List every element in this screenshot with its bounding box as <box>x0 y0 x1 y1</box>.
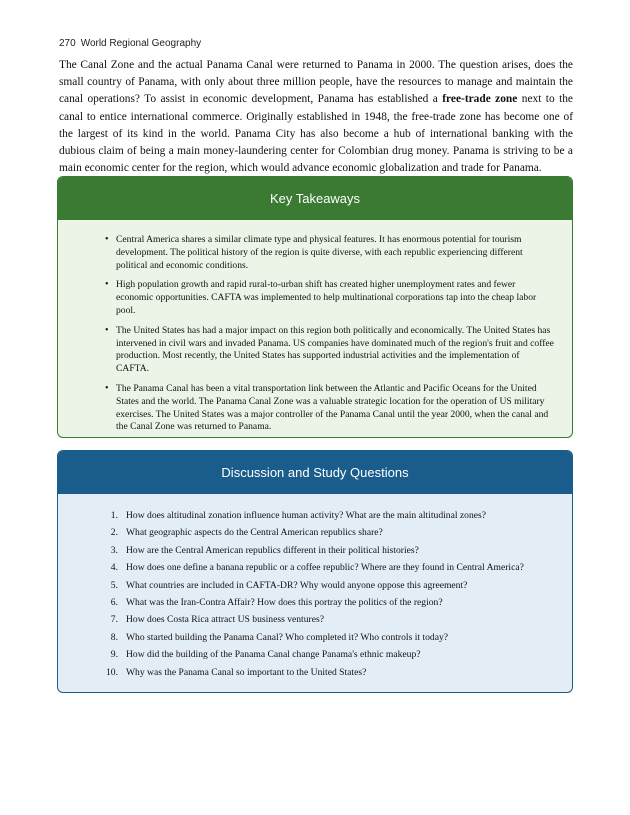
question-text: How does Costa Rica attract US business ventures? <box>126 614 324 626</box>
discussion-questions-box <box>57 450 573 693</box>
intro-text-start: The Canal Zone and the actual Panama Canal were returned to Panama in 2000. The question arises, does the small country of Panama, with only about three million people, have the resources to manage and maintain the canal operations? To assist in economic development, Panama has established a <box>59 59 573 106</box>
question-number: 4. <box>110 562 118 574</box>
takeaway-item: • The Panama Canal has been a vital transportation link between the Atlantic and Pacific Oceans for the United States and the world. The Panama Canal Zone was a valuable strategic location for the operation of US military exercises. The United States was a major controller of the Panama Canal until the year 2000, when the canal and the Canal Zone was returned to Panama. <box>116 383 554 434</box>
takeaway-item: • High population growth and rapid rural-to-urban shift has created higher unemployment rates and fewer economic opportunities. CAFTA was implemented to help multinational corporations tap into the cheap labor pool. <box>116 279 554 317</box>
question-item <box>98 510 554 523</box>
question-number: 1. <box>110 510 118 521</box>
question-item <box>98 545 554 558</box>
intro-paragraph <box>59 57 573 177</box>
question-text: Who started building the Panama Canal? Who completed it? Who controls it today? <box>126 631 449 643</box>
question-item <box>98 614 554 627</box>
question-number: 7. <box>110 614 118 626</box>
question-text: How did the building of the Panama Canal change Panama's ethnic makeup? <box>126 649 421 661</box>
question-text: What geographic aspects do the Central American republics share? <box>126 527 383 539</box>
question-text: How are the Central American republics different in their political histories? <box>126 544 419 556</box>
question-number: 8. <box>110 631 118 643</box>
question-number: 3. <box>110 544 118 556</box>
question-number: 5. <box>110 579 118 591</box>
discussion-questions-list <box>58 494 572 679</box>
takeaway-item: • Central America shares a similar climate type and physical features. It has enormous potential for tourism development. The political history of the region is quite diverse, with each republic experiencing different political and economic conditions. <box>116 234 554 272</box>
discussion-questions-title: Discussion and Study Questions <box>58 451 572 494</box>
question-text: Why was the Panama Canal so important to the United States? <box>126 666 367 678</box>
question-item <box>98 597 554 610</box>
question-item <box>98 562 554 575</box>
key-takeaways-list <box>58 220 572 434</box>
key-takeaways-title: Key Takeaways <box>58 177 572 220</box>
question-item <box>98 632 554 645</box>
key-takeaways-box <box>57 176 573 438</box>
question-item <box>98 527 554 540</box>
question-number: 6. <box>110 596 118 608</box>
book-title: World Regional Geography <box>80 38 202 49</box>
question-item <box>98 667 554 680</box>
running-header <box>59 38 201 49</box>
question-item <box>98 580 554 593</box>
question-number: 2. <box>110 527 118 539</box>
intro-text-end: next to the canal to entice international commerce. Originally established in 1948, the free-trade zone has become one of the largest of its kind in the world. Panama City has also become a hub of international banking with the dubious claim of being a main money-laundering center for Colombian drug money. Panama is striving to be a main economic center for the region, which would advance economic globalization and trade for Panama. <box>59 93 573 175</box>
free-trade-zone-term: free-trade zone <box>442 93 518 106</box>
takeaway-item: • The United States has had a major impact on this region both politically and economically. The United States has intervened in civil wars and invaded Panama. US companies have dominated much of the region's fruit and coffee production. Most recently, the United States has supported industrial activities and the implementation of CAFTA. <box>116 325 554 376</box>
question-number: 10. <box>106 666 118 678</box>
question-text: How does one define a banana republic or a coffee republic? Where are they found in Central America? <box>126 562 524 574</box>
question-item <box>98 649 554 662</box>
question-text: What was the Iran-Contra Affair? How does this portray the politics of the region? <box>126 596 443 608</box>
question-number: 9. <box>110 649 118 661</box>
page-number: 270 <box>59 38 76 49</box>
question-text: What countries are included in CAFTA-DR? Why would anyone oppose this agreement? <box>126 579 468 591</box>
question-text: How does altitudinal zonation influence human activity? What are the main altitudinal zones? <box>126 510 487 521</box>
